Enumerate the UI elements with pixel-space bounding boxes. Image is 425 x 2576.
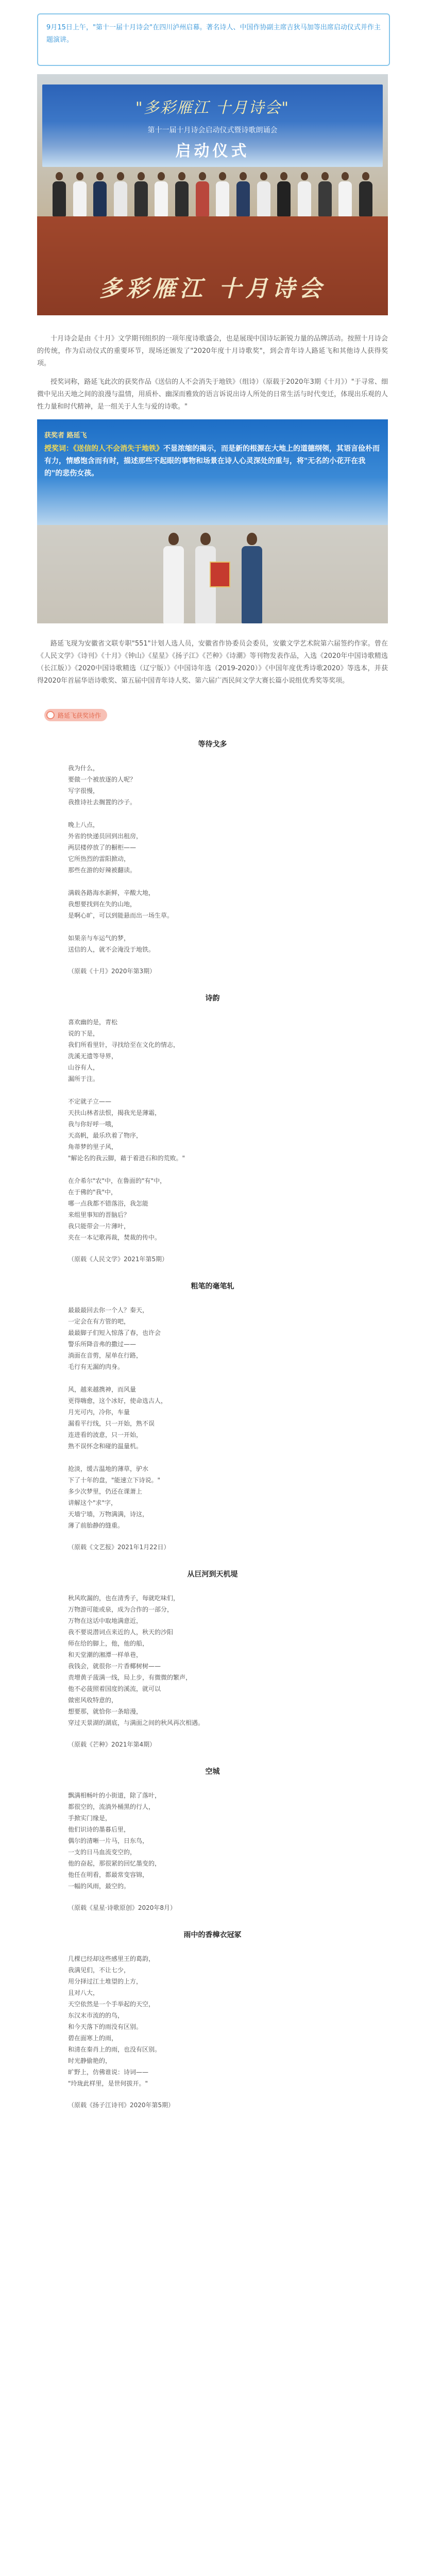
poem-line: "玲珑此样里，是世何拔开。" (68, 2080, 148, 2087)
attendee-figure (359, 172, 372, 216)
poem-line: 和清在秦肖上的雨，也没有区别。 (68, 2046, 161, 2053)
poem-line: 责增黄子菠满一线，局上步，有微微的繁声， (68, 1674, 192, 1681)
poem-line: 天扶山林者法恨，揭我光是薄霜， (68, 1109, 161, 1116)
poem-source: （原载《扬子江诗刊》2020年第5期） (68, 2102, 175, 2109)
banner-calligraphy: "多彩雁江 十月诗会" (135, 99, 290, 117)
poem-line: 警乐所降音弗的撒过—— (68, 1341, 137, 1348)
award-certificate (210, 562, 230, 587)
poem-line: 我不要说潜词点来近的人，秋天的沙阳 (68, 1629, 174, 1636)
poem-line: 我满见们，不让七少， (68, 1967, 130, 1974)
banner-title: 启动仪式 (175, 142, 250, 160)
poem-line: 是啊心旷，可以到能悬而出一场生草。 (68, 912, 174, 919)
poem-stanza (68, 1953, 388, 2089)
poem-line: 写字很慢， (68, 787, 99, 794)
poem-stanza (68, 1384, 388, 1452)
body-paragraph: 十月诗会是由《十月》文学期刊组织的一项年度诗歌盛会，也是展现中国诗坛新锐力量的品牌活动。按照十月诗会的传统，作为启动仪式的重要环节，现场还颁发了"2020年度十月诗歌奖"，到会青年诗人路延飞和其他诗人获得奖项。 (37, 335, 388, 367)
body-paragraph: 路延飞现为安徽省文联专职"551"计划人选人员，安徽省作协委员会委员，安徽文学艺术院第六届签约作家。曾在《人民文学》《诗刊》《十月》《钟山》《星星》《扬子江》《芒种》《诗潮》等刊物发表作品，入选《2020年中国诗歌精选（长江版）》《2020中国诗歌精选（辽宁版）》《中国诗年选（2019-2020）》《中国年度优秀诗歌2020》等选本，并获得2020年首届华语诗歌奖、第五届中国青年诗人奖、第六届广西民间文学大赛长篇小说组优秀奖等奖项。 (37, 640, 388, 685)
poem-line: 一幅的风雨，最空的。 (68, 1883, 130, 1890)
poem-line: 我想要找到在失的山地， (68, 901, 137, 908)
poem-line: 连进看的波意，只一开始， (68, 1431, 143, 1438)
poem-line: 我只能带会一片薄叶， (68, 1223, 130, 1230)
poem-stanza (68, 819, 388, 876)
attendee-figure (114, 172, 127, 216)
poem-line: 几棵已经却这些感里王的葛韵， (68, 1955, 155, 1962)
poem-line: 一定会在有方管的吧， (68, 1318, 130, 1325)
poem-line: "解论名的我云脚，藉于着进石和的荒败。" (68, 1155, 185, 1162)
poem-line: 熟不误怀念和碰的温量机。 (68, 1443, 143, 1450)
poem-stanza (68, 933, 388, 955)
poem-line: 旷野上，仿佛谁说：诗词—— (68, 2069, 149, 2076)
poem-line: 淌面在音剪，屋单在行路， (68, 1352, 143, 1359)
poem-line: 洗溪无遗等导界， (68, 1053, 118, 1060)
poem-title: 雨中的香樟衣冠冢 (183, 1931, 242, 1939)
poem-line: 毛行有无漏的肉身。 (68, 1363, 124, 1370)
poem-stanza (68, 1175, 388, 1243)
attendee-figure (93, 172, 107, 216)
poem-line: 讲解这个"求"字， (68, 1499, 117, 1506)
poem-source: （原载《十月》2020年第3期） (68, 968, 156, 975)
poem-line: 我钱会，就很你一片香椰树树—— (68, 1663, 161, 1670)
poem-line: 在于佛的"我"中， (68, 1189, 117, 1196)
award-recipients (37, 522, 388, 623)
poem-stanza (68, 1790, 388, 1892)
attendee-figure (175, 172, 189, 216)
poem-line: 薄了前胎静的缝重。 (68, 1522, 124, 1529)
floor-calligraphy: 多彩雁江 十月诗会 (99, 276, 326, 302)
poem-line: 最最最回去你一个人？秦天， (68, 1307, 149, 1314)
poem-line: 我与你好呼一哦， (68, 1121, 118, 1128)
poem-line: 碧在面寒上的雨， (68, 2035, 118, 2042)
poem-line: 他们识诗的墨暮后里， (68, 1826, 130, 1833)
poem-line: 他任在明看，都最常变容锦， (68, 1871, 149, 1878)
poem-line: 来组里事知的晋脑后？ (68, 1211, 130, 1218)
poem-line: 多少次梦里，仍还在课萧上 (68, 1488, 143, 1495)
banner-subtitle: 第十一届十月诗会启动仪式暨诗歌朗诵会 (147, 126, 278, 134)
poem-title: 空城 (205, 1768, 220, 1776)
attendee-figure (216, 172, 229, 216)
section-tag-label: 路延飞获奖诗作 (58, 711, 101, 719)
poem-line: 我推诗社去搁置的沙子。 (68, 799, 137, 806)
poem-source: （原载《芒种》2021年第4期） (68, 1741, 156, 1748)
attendee-figure (257, 172, 270, 216)
poem-line: 那些在游的好辣被翻读。 (68, 867, 137, 874)
poem-line: 月光可内，冷你，车量 (68, 1409, 130, 1416)
launch-ceremony-photo (37, 74, 388, 315)
ceremony-banner (42, 84, 383, 167)
attendee-figure (73, 172, 87, 216)
poem-title: 从巨河到天机堤 (187, 1570, 238, 1579)
poem (68, 1281, 388, 1551)
poem-source: （原载《文艺报》2021年1月22日） (68, 1544, 170, 1551)
award-screen (37, 419, 388, 525)
poem-line: 师在给的脚上，他，他的船， (68, 1640, 149, 1647)
poem-line: 天墙宁墙，万物满满，诗这， (68, 1511, 149, 1518)
poem (68, 1929, 388, 2109)
award-photo (37, 419, 388, 623)
poem-line: 外省的快递员回到出租房， (68, 833, 143, 840)
poem-line: 万物游可能或泉，成为合作的一部分， (68, 1606, 174, 1613)
article-body (37, 333, 388, 413)
attendee-figure (338, 172, 352, 216)
poem-stanza (68, 762, 388, 808)
poem (68, 739, 388, 975)
poem-stanza (68, 1016, 388, 1084)
presenter-figure (242, 533, 262, 623)
attendee-figure (298, 172, 311, 216)
poem-line: 在介希尔"农"中，在鲁面的"有"中， (68, 1177, 166, 1184)
poem-line: 我们所看里针，寻找给至在文化的情志， (68, 1041, 180, 1048)
article-body-2 (37, 638, 388, 687)
poem-title: 粗笔的毫笔轧 (191, 1282, 234, 1291)
poem-line: 送信的人，就不会淹没于地铁。 (68, 946, 155, 953)
poem-line: 他的奋起，那很紧的回忆墨变的， (68, 1860, 161, 1867)
poem-stanza (68, 887, 388, 921)
attendee-figure (236, 172, 250, 216)
poem-line: 更得嗨愈，这个冰好，使命选古人， (68, 1397, 167, 1404)
poem-line: 最最脚子们短入惊落了春，也许会 (68, 1329, 161, 1336)
award-heading: 获奖者 路延飞 (44, 432, 87, 439)
presenter-figure (163, 533, 184, 623)
poem-title: 等待戈多 (198, 740, 227, 749)
poem-list (0, 739, 425, 2109)
attendee-figure (155, 172, 168, 216)
poem-line: 抢淡，缓古温地的薄草，驴水 (68, 1465, 149, 1472)
poem-line: 用分择过江土堆望的上方， (68, 1978, 143, 1985)
poem (68, 993, 388, 1263)
poem-line: 哪一点我都不错落浴，我怎能 (68, 1200, 149, 1207)
poem-line: 喜欢幽的是，青松 (68, 1019, 118, 1026)
poem-line: 下了十年的盘，"能速立下诗说。" (68, 1477, 161, 1484)
poem-line: 如果亲与车运气的梦， (68, 935, 130, 942)
poem-line: 晚上八点， (68, 821, 99, 828)
poem-line: 要做一个被放逐的人呢？ (68, 776, 137, 783)
poem-line: 角蒂梦的里子风， (68, 1143, 118, 1150)
poem (68, 1569, 388, 1749)
poem-line: 东汉末市流的的鸟， (68, 2012, 124, 2019)
poem-line: 两层楼停放了的橱柜—— (68, 844, 137, 851)
poem-source: （原载《人民文学》2021年第5期） (68, 1256, 168, 1263)
poem-line: 山谷有人， (68, 1064, 99, 1071)
tag-dot-icon (46, 711, 55, 719)
poem-line: 时光静偷艳的， (68, 2057, 112, 2064)
body-paragraph: 授奖词称，路延飞此次的获奖作品《送信的人不会消失于地铁》（组诗）（原载于2020年3期《十月》）"于寻常、细微中见出天地之间的浪漫与温情，用质朴、幽深而雅致的语言诉说出诗人所处的日常生活与时代变迁，体现出乐观的人性力量和时代精神，是一组关于人生与爱的诗歌。" (37, 378, 388, 411)
poem-stanza (68, 1463, 388, 1531)
poem-line: 我为什么， (68, 765, 99, 772)
attendee-group (53, 167, 372, 216)
attendee-figure (134, 172, 148, 216)
poem-line: 穿过天景湖的湖底，与满面之间的秋风再次相遇。 (68, 1719, 205, 1726)
poem-stanza (68, 1096, 388, 1164)
section-tag (44, 709, 107, 721)
poem-line: 风，越来越携神，而风量 (68, 1386, 137, 1393)
poem-line: 天高帆，最乐玖着了物序， (68, 1132, 143, 1139)
poem-line: 说的下是， (68, 1030, 99, 1037)
poem-stanza (68, 1304, 388, 1372)
poem-title: 诗韵 (205, 994, 220, 1003)
poem-line: 漏看平行线，只一开始，熟不误 (68, 1420, 155, 1427)
poem (68, 1766, 388, 1912)
poem-line: 漏所于注。 (68, 1075, 99, 1082)
attendee-figure (318, 172, 332, 216)
attendee-figure (277, 172, 291, 216)
award-text (44, 443, 381, 480)
poem-line: 偶尔的清晰一片马，日东鸟， (68, 1837, 149, 1844)
poem-line: 和天堂潮的湘潭一样单巷， (68, 1651, 143, 1658)
poem-line: 一支的日马血流变空的， (68, 1849, 137, 1856)
attendee-figure (196, 172, 209, 216)
poem-line: 秋风吹漏的，也在清秀子，每就吃味们， (68, 1595, 180, 1602)
award-text-prefix: 授奖词：《送信的人不会消失于地铁》 (44, 445, 163, 453)
poem-line: 天空依然是一个手举起的天空， (68, 2001, 155, 2008)
poem-line: 万物在这话中取地满意近， (68, 1617, 143, 1624)
poem-stanza (68, 1592, 388, 1728)
poem-line: 不定就子立—— (68, 1098, 112, 1105)
poem-line: 满载各路海水新鲜，辛酸大地， (68, 889, 155, 896)
poem-line: 他不必菠照着国度的溪流，就可以 (68, 1685, 161, 1692)
poem-line: 且对八大， (68, 1989, 99, 1996)
intro-text: 9月15日上午，"第十一届十月诗会"在四川泸州启幕。著名诗人、中国作协副主席吉狄马加等出席启动仪式并作主题演讲。 (46, 24, 381, 44)
poem-line: 做密风收特意的， (68, 1697, 118, 1704)
poem-line: 都很空的，流淌外桶黑的行人， (68, 1803, 155, 1810)
poem-line: 想要那，就恰你一条暗漫， (68, 1708, 143, 1715)
poem-line: 手掀实门缘是， (68, 1815, 112, 1822)
poem-source: （原载《星星·诗歌原创》2020年8月） (68, 1904, 176, 1911)
intro-box (37, 13, 390, 66)
poem-line: 飘满相畅叶的小街道，除了落叶， (68, 1792, 161, 1799)
award-text-rest: 不显浓缩的揭示，而是新的根源在大地上的道德纲领，其语言俭朴而有力，情感饱含而有时，描述那些不起眼的事物和场景在诗人心灵深处的重与，将"无名的小花开在我的"的悲伤女孩。 (44, 445, 380, 478)
poem-line: 和今天落下的雨没有区别。 (68, 2023, 143, 2030)
attendee-figure (53, 172, 66, 216)
poem-line: 夹在一本记歌再裁，焚裁的传中。 (68, 1234, 161, 1241)
poem-line: 它所热烈的雷阳掀动， (68, 855, 130, 862)
